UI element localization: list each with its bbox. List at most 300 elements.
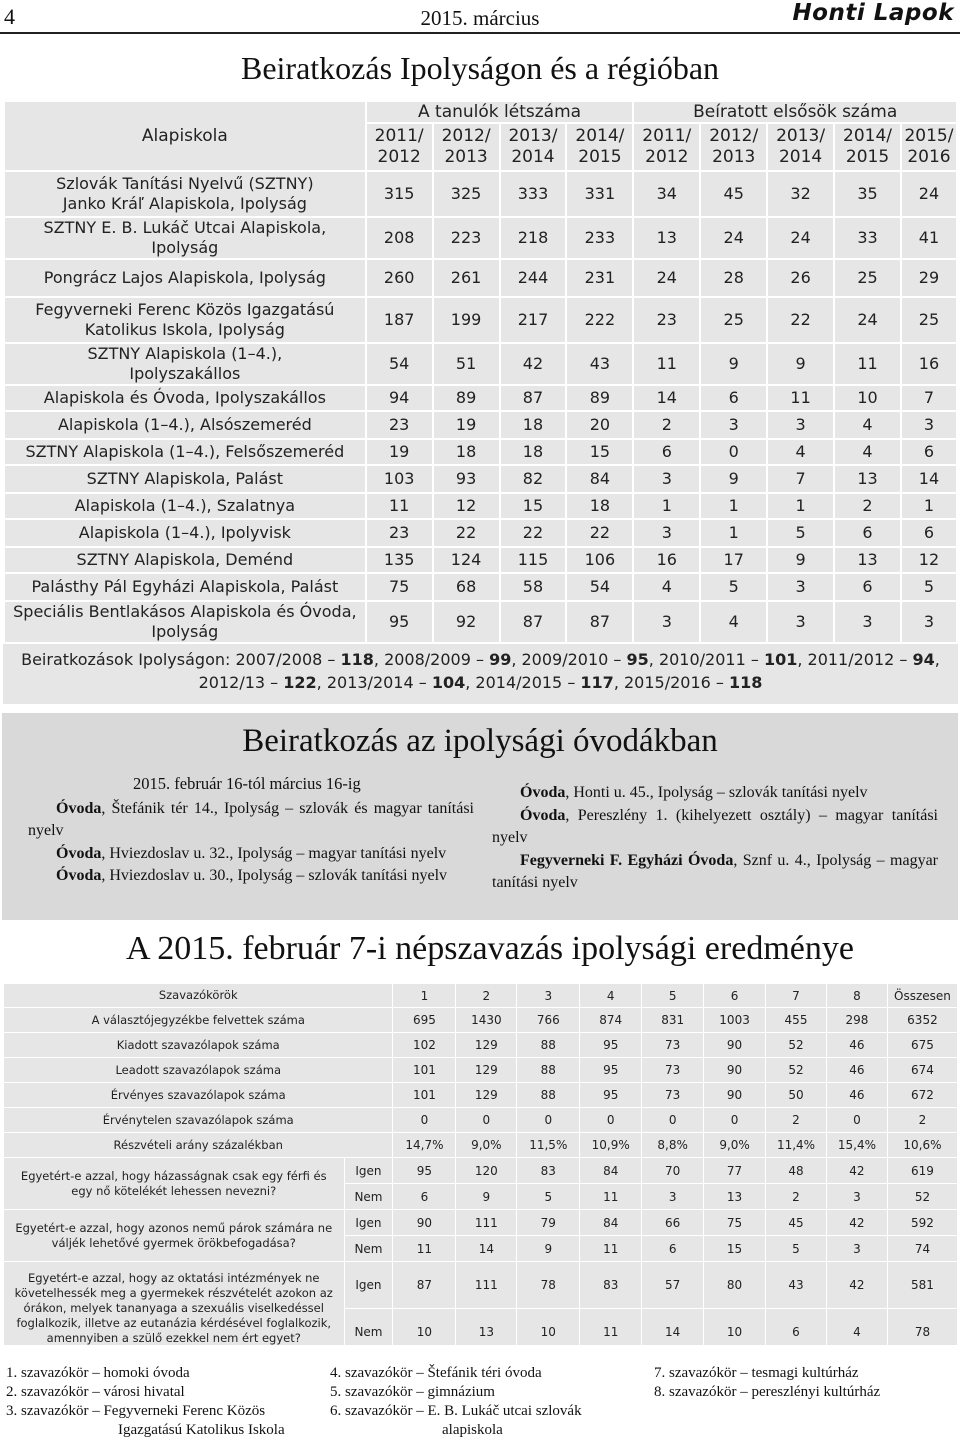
table-cell: 298 — [826, 1008, 887, 1033]
table-cell: 3 — [633, 519, 700, 547]
district-legend-item: 3. szavazókör – Fegyverneki Ferenc Közös — [6, 1403, 266, 1419]
table-cell: 29 — [901, 259, 957, 297]
district-legend-item: 1. szavazókör – homoki óvoda — [6, 1365, 190, 1381]
table-cell: 120 — [456, 1158, 517, 1184]
table-cell: 3 — [826, 1236, 887, 1262]
table-cell: 874 — [580, 1008, 642, 1033]
table-cell: 831 — [642, 1008, 704, 1033]
enrollment-label: , 2009/2010 – — [511, 650, 627, 669]
table-cell: 46 — [826, 1033, 887, 1058]
stat-label: A választójegyzékbe felvettek száma — [4, 1008, 393, 1033]
table-cell: 672 — [887, 1083, 957, 1108]
table-cell: 10 — [517, 1309, 580, 1356]
district-legend-item: 8. szavazókör – pereszlényi kultúrház — [654, 1384, 881, 1400]
table-cell: 3 — [901, 601, 957, 643]
table-cell: 2 — [766, 1108, 827, 1133]
kindergarten-details: , Hviezdoslav u. 32., Ipolyság – magyar tanítási nyelv — [101, 844, 447, 862]
district-header: 8 — [826, 984, 887, 1008]
table-cell: 0 — [700, 439, 767, 465]
table-cell: 95 — [366, 601, 433, 643]
table-cell: 6 — [766, 1309, 827, 1356]
table-cell: 24 — [767, 217, 834, 259]
table-cell: 10 — [393, 1309, 456, 1356]
answer-yes-label: Igen — [344, 1210, 393, 1236]
enrollment-table-panel — [3, 100, 958, 704]
table-cell: 9,0% — [704, 1133, 766, 1158]
table-cell: 619 — [887, 1158, 957, 1184]
table-cell: 43 — [766, 1262, 827, 1309]
table-row — [4, 1262, 958, 1309]
table-cell: 52 — [766, 1033, 827, 1058]
table-cell: 88 — [517, 1058, 580, 1083]
table-cell: 13 — [456, 1309, 517, 1356]
kindergarten-title: Beiratkozás az ipolysági óvodákban — [242, 723, 718, 759]
enrollment-count: 101 — [763, 650, 798, 669]
year-header: 2013/ 2014 — [500, 123, 567, 171]
table-cell: 4 — [834, 439, 901, 465]
table-cell: 18 — [500, 411, 567, 439]
table-cell: 24 — [700, 217, 767, 259]
table-cell: 20 — [566, 411, 633, 439]
table-row — [4, 1158, 958, 1184]
enrollment-label: , — [934, 650, 940, 669]
school-name: Szlovák Tanítási Nyelvű (SZTNY) Janko Kráľ Alapiskola, Ipolyság — [4, 171, 366, 217]
table-cell: 11 — [580, 1236, 642, 1262]
table-cell: 187 — [366, 297, 433, 343]
table-cell: 260 — [366, 259, 433, 297]
year-header: 2015/ 2016 — [901, 123, 957, 171]
district-legend-item: 7. szavazókör – tesmagi kultúrház — [654, 1365, 859, 1381]
table-cell: 3 — [767, 411, 834, 439]
table-cell: 41 — [901, 217, 957, 259]
table-row — [4, 411, 957, 439]
table-row — [4, 1058, 958, 1083]
table-cell: 89 — [566, 385, 633, 411]
table-cell: 28 — [700, 259, 767, 297]
table-cell: 10 — [834, 385, 901, 411]
table-cell: 3 — [700, 411, 767, 439]
table-cell: 87 — [566, 601, 633, 643]
page-number: 4 — [4, 4, 15, 29]
kindergarten-entry — [28, 843, 474, 866]
year-header: 2013/ 2014 — [767, 123, 834, 171]
table-cell: 24 — [633, 259, 700, 297]
table-cell: 675 — [887, 1033, 957, 1058]
kindergarten-entry — [28, 865, 474, 888]
kindergarten-name: Fegyverneki F. Egyházi Óvoda — [520, 851, 734, 869]
table-cell: 74 — [887, 1236, 957, 1262]
table-cell: 103 — [366, 465, 433, 493]
kindergarten-left-column — [28, 773, 474, 888]
district-header: 3 — [517, 984, 580, 1008]
table-cell: 5 — [700, 573, 767, 601]
kindergarten-details: , Hviezdoslav u. 30., Ipolyság – szlovák tanítási nyelv — [101, 867, 448, 884]
table-cell: 315 — [366, 171, 433, 217]
school-name: SZTNY E. B. Lukáč Utcai Alapiskola, Ipolyság — [4, 217, 366, 259]
table-cell: 1 — [633, 493, 700, 519]
table-cell: 325 — [433, 171, 500, 217]
table-cell: 3 — [633, 601, 700, 643]
table-cell: 3 — [767, 573, 834, 601]
kindergarten-right-column — [492, 782, 938, 895]
table-cell: 102 — [393, 1033, 456, 1058]
table-cell: 0 — [642, 1108, 704, 1133]
stat-label: Érvényes szavazólapok száma — [4, 1083, 393, 1108]
enrollment-label: Beiratkozások Ipolyságon: 2007/2008 – — [21, 650, 341, 669]
table-cell: 42 — [826, 1210, 887, 1236]
table-cell: 15 — [500, 493, 567, 519]
table-cell: 23 — [366, 411, 433, 439]
enrollment-count: 104 — [431, 673, 466, 692]
district-legend-item: 4. szavazókör – Štefánik téri óvoda — [330, 1365, 542, 1381]
table-cell: 46 — [826, 1083, 887, 1108]
table-cell: 11 — [580, 1184, 642, 1210]
table-cell: 78 — [887, 1309, 957, 1356]
article-title-enrollment: Beiratkozás Ipolyságon és a régióban — [240, 50, 720, 86]
table-cell: 261 — [433, 259, 500, 297]
school-name: Alapiskola és Óvoda, Ipolyszakállos — [4, 385, 366, 411]
table-cell: 95 — [580, 1033, 642, 1058]
table-cell: 9 — [456, 1184, 517, 1210]
table-cell: 129 — [456, 1083, 517, 1108]
issue-date: 2015. március — [420, 6, 540, 30]
school-name: Speciális Bentlakásos Alapiskola és Óvoda, Ipolyság — [4, 601, 366, 643]
table-cell: 6 — [633, 439, 700, 465]
table-cell: 19 — [433, 411, 500, 439]
table-cell: 6 — [393, 1184, 456, 1210]
table-cell: 13 — [704, 1184, 766, 1210]
enrollment-count: 118 — [340, 650, 374, 669]
referendum-question: Egyetért-e azzal, hogy az oktatási intézmények ne követelhessék meg a gyermekek részvételét azokon az órákon, melyek tananyaga a szexuális viselkedéssel foglalkozik, illetve az eutanázia kérdésével foglalkozik, amennyiben a szülő ezekkel nem ért egyet? — [4, 1262, 345, 1356]
year-header: 2014/ 2015 — [566, 123, 633, 171]
table-cell: 124 — [433, 547, 500, 573]
table-cell: 18 — [566, 493, 633, 519]
kindergarten-name: Óvoda — [56, 844, 102, 862]
table-cell: 13 — [834, 465, 901, 493]
table-row — [4, 1008, 958, 1033]
district-header: 4 — [580, 984, 642, 1008]
table-cell: 73 — [642, 1033, 704, 1058]
table-cell: 87 — [500, 601, 567, 643]
table-cell: 90 — [393, 1210, 456, 1236]
table-cell: 218 — [500, 217, 567, 259]
table-cell: 101 — [393, 1058, 456, 1083]
table-row — [4, 1133, 958, 1158]
district-header: 5 — [642, 984, 704, 1008]
table-cell: 22 — [433, 519, 500, 547]
table-row — [4, 439, 957, 465]
table-cell: 25 — [901, 297, 957, 343]
table-cell: 14 — [633, 385, 700, 411]
table-cell: 2 — [633, 411, 700, 439]
school-name: Alapiskola (1–4.), Ipolyvisk — [4, 519, 366, 547]
table-cell: 78 — [517, 1262, 580, 1309]
table-cell: 13 — [834, 547, 901, 573]
table-cell: 15 — [704, 1236, 766, 1262]
district-header: Összesen — [887, 984, 957, 1008]
table-cell: 11 — [580, 1309, 642, 1356]
year-header: 2011/ 2012 — [366, 123, 433, 171]
table-row — [4, 385, 957, 411]
stat-label: Részvételi arány százalékban — [4, 1133, 393, 1158]
table-cell: 223 — [433, 217, 500, 259]
enrollment-count: 95 — [626, 650, 649, 669]
table-cell: 7 — [901, 385, 957, 411]
kindergarten-entry — [28, 798, 474, 843]
kindergarten-details: , Sznf u. 4., Ipolyság – magyar tanítási nyelv — [492, 851, 939, 891]
table-cell: 22 — [500, 519, 567, 547]
table-cell: 83 — [580, 1262, 642, 1309]
table-cell: 14 — [901, 465, 957, 493]
table-cell: 11,5% — [517, 1133, 580, 1158]
stat-label: Leadott szavazólapok száma — [4, 1058, 393, 1083]
table-cell: 87 — [500, 385, 567, 411]
stat-label: Érvénytelen szavazólapok száma — [4, 1108, 393, 1133]
table-cell: 12 — [433, 493, 500, 519]
table-row — [4, 1083, 958, 1108]
enrollment-label: , 2011/2012 – — [797, 650, 913, 669]
table-cell: 4 — [826, 1309, 887, 1356]
enrollment-summary-line-1 — [3, 648, 958, 671]
district-header: 2 — [456, 984, 517, 1008]
table-row — [4, 519, 957, 547]
table-cell: 222 — [566, 297, 633, 343]
table-cell: 1 — [700, 519, 767, 547]
table-cell: 5 — [901, 573, 957, 601]
table-cell: 23 — [633, 297, 700, 343]
table-cell: 11 — [366, 493, 433, 519]
referendum-table-panel — [3, 983, 958, 1345]
table-cell: 695 — [393, 1008, 456, 1033]
table-cell: 3 — [642, 1184, 704, 1210]
enrollment-label: , 2014/2015 – — [465, 673, 581, 692]
table-cell: 70 — [642, 1158, 704, 1184]
table-cell: 25 — [700, 297, 767, 343]
year-header: 2014/ 2015 — [834, 123, 901, 171]
district-header: 7 — [766, 984, 827, 1008]
table-cell: 0 — [704, 1108, 766, 1133]
table-cell: 11 — [393, 1236, 456, 1262]
enrollment-table — [3, 100, 958, 644]
table-cell: 45 — [700, 171, 767, 217]
table-cell: 106 — [566, 547, 633, 573]
table-cell: 57 — [642, 1262, 704, 1309]
year-header: 2012/ 2013 — [433, 123, 500, 171]
kindergarten-enrollment-box — [2, 713, 958, 920]
table-cell: 34 — [633, 171, 700, 217]
table-cell: 15,4% — [826, 1133, 887, 1158]
table-row — [4, 1033, 958, 1058]
table-cell: 6 — [901, 439, 957, 465]
table-row — [4, 297, 957, 343]
table-cell: 14 — [642, 1309, 704, 1356]
table-cell: 13 — [633, 217, 700, 259]
table-cell: 43 — [566, 343, 633, 385]
table-cell: 26 — [767, 259, 834, 297]
school-name: Pongrácz Lajos Alapiskola, Ipolyság — [4, 259, 366, 297]
table-cell: 95 — [580, 1058, 642, 1083]
table-cell: 208 — [366, 217, 433, 259]
table-row — [4, 601, 957, 643]
district-legend-col-1 — [6, 1364, 285, 1440]
table-cell: 42 — [500, 343, 567, 385]
table-cell: 84 — [580, 1158, 642, 1184]
table-cell: 3 — [826, 1184, 887, 1210]
kindergarten-details: , Štefánik tér 14., Ipolyság – szlovák és magyar tanítási nyelv — [28, 799, 474, 839]
table-cell: 0 — [580, 1108, 642, 1133]
table-cell: 6 — [901, 519, 957, 547]
table-cell: 10,6% — [887, 1133, 957, 1158]
table-cell: 12 — [901, 547, 957, 573]
table-cell: 2 — [766, 1184, 827, 1210]
table-cell: 51 — [433, 343, 500, 385]
enrollment-count: 94 — [912, 650, 935, 669]
table-cell: 22 — [566, 519, 633, 547]
table-cell: 83 — [517, 1158, 580, 1184]
table-cell: 9 — [700, 465, 767, 493]
table-cell: 3 — [767, 601, 834, 643]
table-cell: 90 — [704, 1033, 766, 1058]
table-cell: 25 — [834, 259, 901, 297]
table-cell: 115 — [500, 547, 567, 573]
school-name: Alapiskola (1–4.), Szalatnya — [4, 493, 366, 519]
table-cell: 7 — [767, 465, 834, 493]
table-cell: 11,4% — [766, 1133, 827, 1158]
kindergarten-name: Óvoda — [520, 806, 566, 824]
table-cell: 17 — [700, 547, 767, 573]
district-header: 1 — [393, 984, 456, 1008]
answer-no-label: Nem — [344, 1236, 393, 1262]
table-cell: 42 — [826, 1158, 887, 1184]
table-cell: 0 — [517, 1108, 580, 1133]
table-cell: 1 — [700, 493, 767, 519]
kindergarten-period: 2015. február 16-tól március 16-ig — [133, 774, 361, 793]
table-cell: 233 — [566, 217, 633, 259]
table-cell: 455 — [766, 1008, 827, 1033]
table-cell: 674 — [887, 1058, 957, 1083]
table-cell: 32 — [767, 171, 834, 217]
table-row — [4, 1210, 958, 1236]
table-cell: 8,8% — [642, 1133, 704, 1158]
table-cell: 16 — [633, 547, 700, 573]
table-cell: 6352 — [887, 1008, 957, 1033]
school-name: Fegyverneki Ferenc Közös Igazgatású Katolikus Iskola, Ipolyság — [4, 297, 366, 343]
stat-label: Kiadott szavazólapok száma — [4, 1033, 393, 1058]
year-header: 2011/ 2012 — [633, 123, 700, 171]
table-row — [4, 465, 957, 493]
table-cell: 45 — [766, 1210, 827, 1236]
table-cell: 129 — [456, 1058, 517, 1083]
table-cell: 5 — [517, 1184, 580, 1210]
table-cell: 24 — [901, 171, 957, 217]
answer-yes-label: Igen — [344, 1262, 393, 1309]
table-cell: 77 — [704, 1158, 766, 1184]
table-cell: 89 — [433, 385, 500, 411]
table-cell: 50 — [766, 1083, 827, 1108]
enrollment-count: 118 — [728, 673, 763, 692]
table-cell: 3 — [901, 411, 957, 439]
students-group-header: A tanulók létszáma — [366, 101, 634, 123]
referendum-question: Egyetért-e azzal, hogy házasságnak csak egy férfi és egy nő kötelékét lehessen nevezni? — [4, 1158, 345, 1210]
kindergarten-details: , Honti u. 45., Ipolyság – szlovák tanítási nyelv — [565, 784, 868, 801]
table-cell: 54 — [366, 343, 433, 385]
table-cell: 66 — [642, 1210, 704, 1236]
table-cell: 0 — [456, 1108, 517, 1133]
page-header — [0, 0, 960, 34]
table-row — [4, 217, 957, 259]
district-legend-item: alapiskola — [442, 1422, 503, 1438]
table-cell: 111 — [456, 1262, 517, 1309]
table-cell: 592 — [887, 1210, 957, 1236]
table-cell: 42 — [826, 1262, 887, 1309]
table-cell: 58 — [500, 573, 567, 601]
enrollment-count: 117 — [580, 673, 614, 692]
table-cell: 95 — [393, 1158, 456, 1184]
table-cell: 4 — [633, 573, 700, 601]
table-cell: 199 — [433, 297, 500, 343]
table-cell: 94 — [366, 385, 433, 411]
table-cell: 24 — [834, 297, 901, 343]
table-cell: 5 — [767, 519, 834, 547]
table-cell: 3 — [633, 465, 700, 493]
enrollment-label: 2012/13 – — [198, 673, 284, 692]
kindergarten-name: Óvoda — [520, 784, 566, 801]
table-cell: 11 — [633, 343, 700, 385]
district-header: 6 — [704, 984, 766, 1008]
table-cell: 5 — [766, 1236, 827, 1262]
table-cell: 2 — [834, 493, 901, 519]
answer-no-label: Nem — [344, 1184, 393, 1210]
district-legend-item: 5. szavazókör – gimnázium — [330, 1384, 495, 1400]
table-row — [4, 547, 957, 573]
table-cell: 1003 — [704, 1008, 766, 1033]
table-cell: 0 — [826, 1108, 887, 1133]
table-cell: 9 — [767, 343, 834, 385]
table-cell: 10 — [704, 1309, 766, 1356]
enrollment-summary — [3, 648, 958, 694]
table-cell: 14 — [456, 1236, 517, 1262]
table-cell: 84 — [580, 1210, 642, 1236]
districts-label: Szavazókörök — [4, 984, 393, 1008]
school-name: SZTNY Alapiskola, Deménd — [4, 547, 366, 573]
enrollment-label: , 2015/2016 – — [613, 673, 729, 692]
kindergarten-entry — [492, 805, 938, 850]
answer-yes-label: Igen — [344, 1158, 393, 1184]
table-cell: 46 — [826, 1058, 887, 1083]
table-cell: 87 — [393, 1262, 456, 1309]
table-cell: 73 — [642, 1058, 704, 1083]
table-cell: 4 — [700, 601, 767, 643]
table-cell: 75 — [704, 1210, 766, 1236]
table-cell: 90 — [704, 1083, 766, 1108]
school-name: SZTNY Alapiskola, Palást — [4, 465, 366, 493]
table-cell: 11 — [834, 343, 901, 385]
enrollment-summary-line-2 — [3, 671, 958, 694]
table-cell: 3 — [834, 601, 901, 643]
table-cell: 48 — [766, 1158, 827, 1184]
table-cell: 52 — [766, 1058, 827, 1083]
masthead: Honti Lapok — [792, 0, 954, 26]
table-cell: 79 — [517, 1210, 580, 1236]
table-cell: 54 — [566, 573, 633, 601]
district-legend-col-2 — [330, 1364, 582, 1440]
table-cell: 331 — [566, 171, 633, 217]
table-cell: 88 — [517, 1033, 580, 1058]
table-cell: 52 — [887, 1184, 957, 1210]
school-name: Palásthy Pál Egyházi Alapiskola, Palást — [4, 573, 366, 601]
table-cell: 88 — [517, 1083, 580, 1108]
table-cell: 90 — [704, 1058, 766, 1083]
